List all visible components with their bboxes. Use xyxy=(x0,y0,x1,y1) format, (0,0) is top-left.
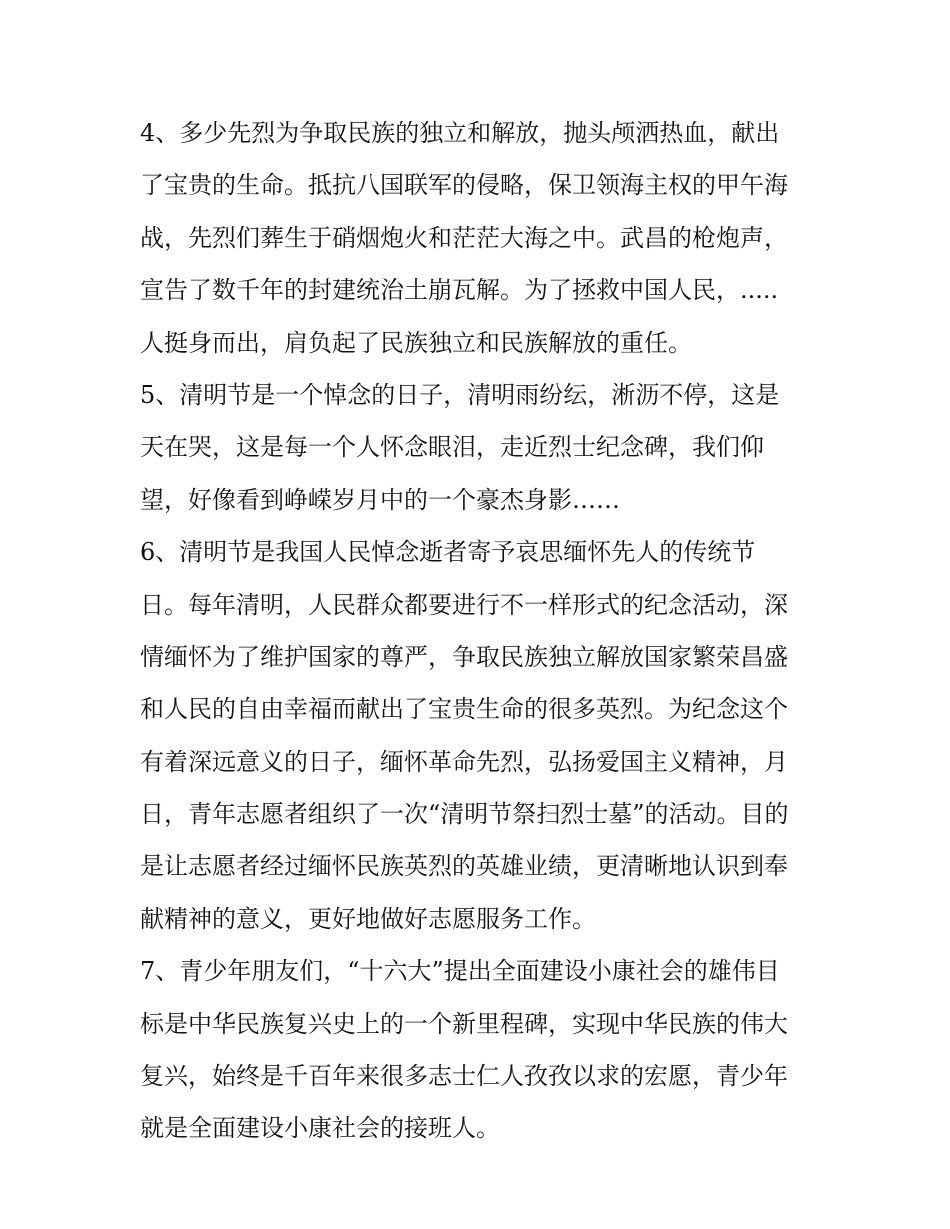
text-line: 4、多少先烈为争取民族的独立和解放，抛头颅洒热血，献出 xyxy=(140,119,780,147)
text-line: 天在哭，这是每一个人怀念眼泪，走近烈士纪念碑，我们仰 xyxy=(140,433,764,462)
paragraph-5 xyxy=(140,369,820,526)
text-line: 献精神的意义，更好地做好志愿服务工作。 xyxy=(140,904,596,933)
text-line: 是让志愿者经过缅怀民族英烈的英雄业绩，更清晰地认识到奉 xyxy=(140,852,788,881)
paragraph-6 xyxy=(140,526,820,945)
text-line: 就是全面建设小康社会的接班人。 xyxy=(140,1114,500,1143)
text-line: 5、清明节是一个悼念的日子，清明雨纷纭，淅沥不停，这是 xyxy=(140,380,780,409)
paragraph-7 xyxy=(140,945,820,1155)
text-line: 情缅怀为了维护国家的尊严，争取民族独立解放国家繁荣昌盛 xyxy=(140,642,788,671)
paragraph-4 xyxy=(140,107,820,369)
text-line: 7、青少年朋友们，“十六大”提出全面建设小康社会的雄伟目 xyxy=(140,957,780,986)
text-line: 宣告了数千年的封建统治土崩瓦解。为了拯救中国人民，..... xyxy=(140,276,779,305)
text-line: 标是中华民族复兴史上的一个新里程碑，实现中华民族的伟大 xyxy=(140,1009,788,1038)
text-line: 了宝贵的生命。抵抗八国联军的侵略，保卫领海主权的甲午海 xyxy=(140,171,788,200)
text-line: 望，好像看到峥嵘岁月中的一个豪杰身影…… xyxy=(140,485,620,514)
document-body xyxy=(140,107,820,1155)
text-line: 日，青年志愿者组织了一次“清明节祭扫烈士墓”的活动。目的 xyxy=(140,800,789,829)
text-line: 战，先烈们葬生于硝烟炮火和茫茫大海之中。武昌的枪炮声， xyxy=(140,223,788,252)
text-line: 人挺身而出，肩负起了民族独立和民族解放的重任。 xyxy=(140,328,692,357)
text-line: 日。每年清明，人民群众都要进行不一样形式的纪念活动，深 xyxy=(140,590,788,619)
text-line: 复兴，始终是千百年来很多志士仁人孜孜以求的宏愿，青少年 xyxy=(140,1062,788,1091)
text-line: 和人民的自由幸福而献出了宝贵生命的很多英烈。为纪念这个 xyxy=(140,695,788,724)
text-line: 6、清明节是我国人民悼念逝者寄予哀思缅怀先人的传统节 xyxy=(140,538,756,567)
text-line: 有着深远意义的日子，缅怀革命先烈，弘扬爱国主义精神，月 xyxy=(140,747,788,776)
